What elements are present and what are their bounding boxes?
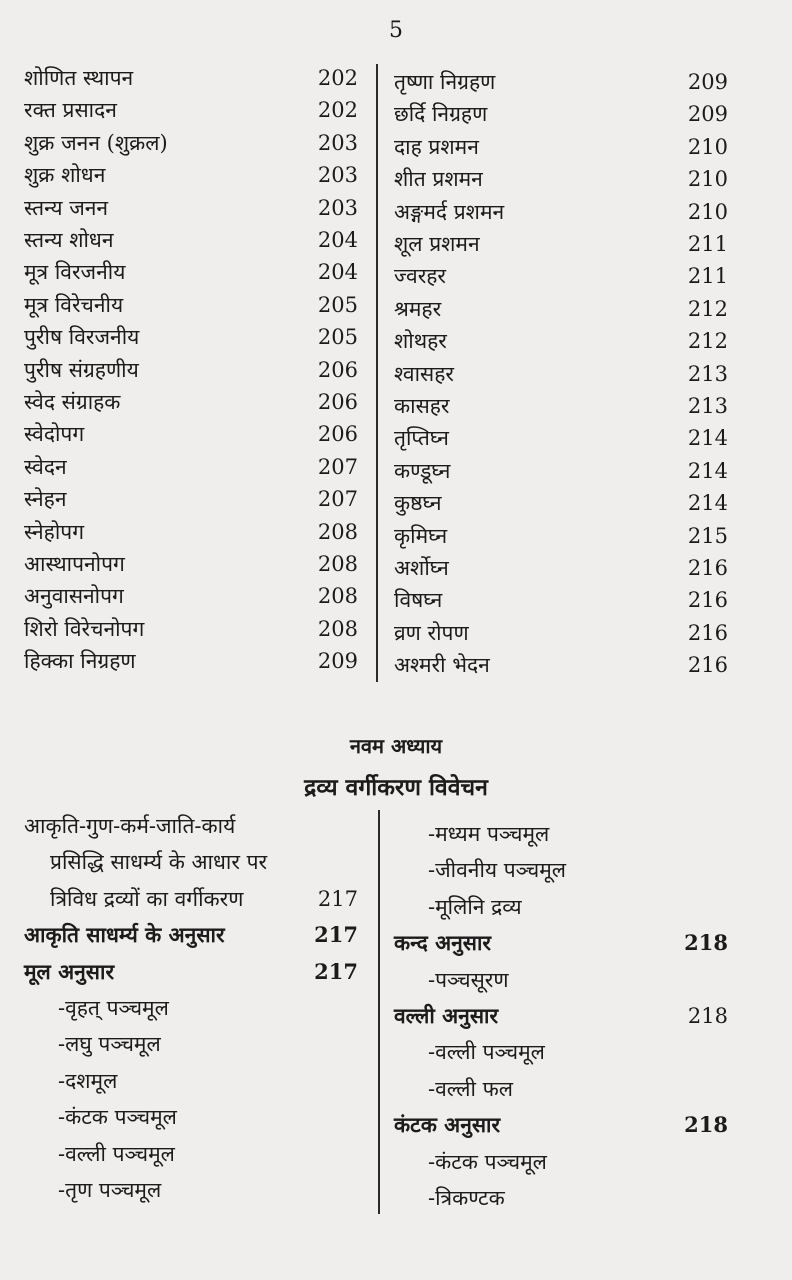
toc-entry [24,580,358,612]
toc-entry-label: रक्त प्रसादन [24,98,117,123]
toc-entry-page-number: 209 [687,70,728,94]
toc-entry-page-number: 211 [687,232,728,256]
toc-entry-page-number: 216 [687,653,728,678]
toc-entry [394,66,728,98]
toc-entry [394,617,728,649]
toc-entry [24,386,358,418]
toc-entry-label: अश्मरी भेदन [394,653,490,678]
toc-entry-page-number: 203 [317,163,358,188]
toc-entry [394,325,728,357]
toc-entry-label: प्रसिद्धि साधर्म्य के आधार पर [50,850,268,875]
toc-entry-label: -वृहत् पञ्चमूल [58,996,169,1020]
toc-entry-label: कुष्ठघ्न [394,491,442,516]
toc-entry [394,422,728,454]
toc-entry-label: -त्रिकण्टक [428,1186,505,1210]
toc-entry-label: स्तन्य शोधन [24,228,114,252]
toc-entry [24,1065,358,1097]
toc-entry-label: -दशमूल [58,1068,118,1093]
toc-entry-label: -कंटक पञ्चमूल [428,1149,547,1174]
toc-entry [394,98,728,130]
toc-entry-page-number: 216 [687,588,728,613]
toc-entry-page-number: 215 [687,523,728,548]
toc-entry-page-number: 214 [687,491,728,516]
toc-entry [394,1146,728,1178]
toc-entry [24,919,358,951]
toc-entry [394,131,728,163]
toc-entry [24,645,358,677]
toc-entry-page-number: 218 [684,930,728,956]
toc-entry [24,1101,358,1133]
toc-entry-label: मूत्र विरेचनीय [24,292,124,317]
toc-entry-label: -लघु पञ्चमूल [58,1032,161,1057]
toc-entry [24,846,358,878]
toc-entry [394,927,728,959]
toc-entry [394,260,728,292]
toc-entry [24,548,358,580]
chapter-number: नवम अध्याय [349,734,443,758]
toc-entry-label: आकृति-गुण-कर्म-जाति-कार्य [24,814,236,838]
toc-entry-label: श्रमहर [394,296,442,321]
toc-entry-label: पुरीष विरजनीय [24,325,140,350]
toc-entry-page-number: 217 [317,886,358,911]
toc-entry-label: श्वासहर [394,361,454,386]
toc-entry-label: ज्वरहर [394,264,447,289]
toc-entry [24,224,358,256]
toc-entry [24,992,358,1024]
toc-entry-page-number: 213 [687,394,728,418]
toc-entry-page-number: 207 [317,487,358,512]
toc-entry-page-number: 210 [687,134,728,159]
toc-entry-label: मूत्र विरजनीय [24,260,126,285]
toc-entry-label: शिरो विरेचनोपग [24,616,145,641]
toc-entry-label: अर्शोघ्न [394,556,449,580]
toc-entry-page-number: 202 [317,66,358,90]
toc-entry [24,613,358,645]
toc-entry-label: -मध्यम पञ्चमूल [428,822,550,846]
toc-entry-page-number: 218 [687,1004,728,1028]
toc-entry-label: आकृति साधर्म्य के अनुसार [24,922,225,948]
toc-entry-page-number: 216 [687,620,728,645]
toc-entry-page-number: 206 [317,357,358,382]
toc-entry-label: व्रण रोपण [394,620,469,645]
toc-entry [24,483,358,515]
toc-entry [394,163,728,195]
toc-entry [24,62,358,94]
toc-entry-label: पुरीष संग्रहणीय [24,357,139,382]
toc-entry-label: -कंटक पञ्चमूल [58,1105,177,1130]
toc-entry-page-number: 208 [317,519,358,544]
toc-entry [24,159,358,191]
toc-entry-label: -मूलिनि द्रव्य [428,894,522,919]
toc-entry [394,1182,728,1214]
chapter-title: द्रव्य वर्गीकरण विवेचन [304,774,488,801]
toc-entry-label: स्नेहोपग [24,519,85,544]
column-divider-top [376,64,378,682]
toc-entry [24,956,358,988]
toc-entry-page-number: 209 [317,649,358,674]
toc-entry-label: शूल प्रशमन [394,232,480,256]
toc-entry-label: हिक्का निग्रहण [24,649,136,674]
toc-entry-label: शुक्र जनन (शुक्रल) [24,130,168,155]
toc-entry-page-number: 212 [687,329,728,354]
toc-entry-page-number: 213 [687,361,728,386]
toc-entry [394,1109,728,1141]
toc-entry-page-number: 210 [687,199,728,224]
toc-entry [394,390,728,422]
toc-entry [24,883,358,915]
toc-entry [24,192,358,224]
toc-entry-label: -वल्ली पञ्चमूल [58,1141,175,1166]
toc-entry-page-number: 217 [314,958,358,984]
toc-entry [394,487,728,519]
toc-entry-page-number: 214 [687,458,728,483]
toc-entry [24,810,358,842]
toc-entry-page-number: 214 [687,426,728,451]
toc-entry-page-number: 212 [687,296,728,321]
toc-entry-page-number: 216 [687,556,728,580]
toc-entry-label: स्तन्य जनन [24,195,109,220]
toc-entry-label: शीत प्रशमन [394,167,483,192]
toc-entry [24,321,358,353]
toc-entry [394,1000,728,1032]
toc-entry [394,293,728,325]
toc-entry-label: कृमिघ्न [394,523,448,548]
toc-entry-page-number: 208 [317,584,358,609]
toc-entry [394,584,728,616]
toc-entry-label: वल्ली अनुसार [394,1003,499,1028]
toc-entry-page-number: 205 [317,292,358,317]
toc-entry-label: अङ्गमर्द प्रशमन [394,199,505,224]
toc-entry-label: त्रिविध द्रव्यों का वर्गीकरण [50,886,244,911]
toc-entry-label: शुक्र शोधन [24,163,106,188]
toc-entry-page-number: 202 [317,98,358,123]
toc-entry-label: स्नेहन [24,487,67,512]
toc-entry [24,516,358,548]
toc-entry-page-number: 204 [317,228,358,252]
toc-entry [394,964,728,996]
toc-entry-label: शोणित स्थापन [24,66,134,90]
toc-entry [394,649,728,681]
toc-entry-label: -वल्ली पञ्चमूल [428,1040,545,1065]
toc-entry [24,94,358,126]
toc-entry-label: कंटक अनुसार [394,1112,501,1138]
toc-entry-label: कासहर [394,394,450,418]
toc-entry-label: छर्दि निग्रहण [394,102,488,127]
column-divider-bottom [378,810,380,1214]
toc-entry [24,1138,358,1170]
toc-entry [394,196,728,228]
toc-entry-label: -वल्ली फल [428,1076,514,1101]
toc-entry [394,358,728,390]
toc-entry [394,818,728,850]
toc-entry [394,228,728,260]
toc-entry-label: अनुवासनोपग [24,584,124,609]
toc-entry-label: तृप्तिघ्न [394,426,449,451]
toc-entry [394,455,728,487]
toc-entry [24,418,358,450]
toc-entry [394,1073,728,1105]
toc-entry-label: विषघ्न [394,588,443,613]
toc-entry-page-number: 208 [317,552,358,576]
toc-entry-label: कन्द अनुसार [394,930,492,956]
toc-entry-label: दाह प्रशमन [394,134,479,159]
toc-entry [394,891,728,923]
toc-entry-page-number: 205 [317,325,358,350]
toc-entry-label: कण्डूघ्न [394,458,451,483]
toc-entry-label: -तृण पञ्चमूल [58,1178,162,1202]
toc-entry [24,256,358,288]
toc-entry-label: -जीवनीय पञ्चमूल [428,858,567,883]
toc-entry [24,354,358,386]
toc-entry-page-number: 210 [687,167,728,192]
toc-entry-page-number: 206 [317,422,358,447]
toc-entry-label: -पञ्चसूरण [428,967,509,992]
toc-entry-page-number: 217 [314,922,358,948]
toc-entry-page-number: 206 [317,390,358,414]
toc-entry [394,1036,728,1068]
toc-entry-page-number: 208 [317,616,358,641]
toc-entry [24,1028,358,1060]
toc-entry-label: मूल अनुसार [24,958,115,984]
toc-entry-page-number: 207 [317,454,358,479]
toc-entry-page-number: 204 [317,260,358,285]
toc-entry [24,289,358,321]
toc-entry-page-number: 203 [317,130,358,155]
toc-entry [24,1174,358,1206]
toc-entry-page-number: 203 [317,195,358,220]
toc-entry-label: शोथहर [394,329,447,354]
toc-entry-label: स्वेद संग्राहक [24,390,121,414]
toc-entry [24,127,358,159]
toc-entry-page-number: 209 [687,102,728,127]
toc-entry [394,520,728,552]
toc-entry-page-number: 211 [687,264,728,289]
toc-entry [24,451,358,483]
toc-entry-label: आस्थापनोपग [24,552,125,576]
toc-entry-label: तृष्णा निग्रहण [394,70,496,94]
toc-entry [394,552,728,584]
toc-entry-page-number: 218 [684,1112,728,1138]
toc-entry-label: स्वेदन [24,454,67,479]
toc-entry [394,854,728,886]
page-number: 5 [389,18,403,43]
toc-entry-label: स्वेदोपग [24,422,85,447]
